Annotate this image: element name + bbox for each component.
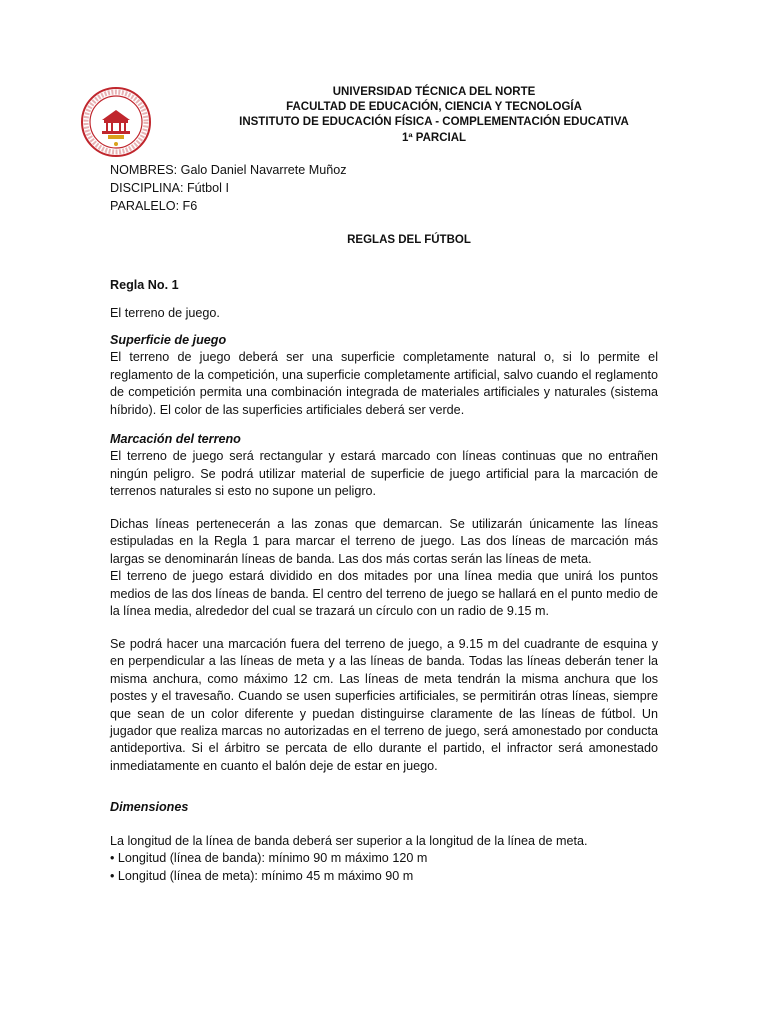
section-superficie [110,332,658,419]
rule-number: Regla No. 1 [110,278,179,292]
section-lineas [110,516,658,620]
lineas-paragraph-2: El terreno de juego estará dividido en dos mitades por una línea media que unirá los puntos medios de las dos líneas de banda. El centro del terreno de juego se hallará en el punto medio de la línea media, alrededor del cual se trazará un círculo con un radio de 9.15 m. [110,569,658,619]
section-fuera [110,636,658,775]
superficie-paragraph: El terreno de juego deberá ser una superficie completamente natural o, si lo permite el reglamento de la competición, una superficie completamente artificial, salvo cuando el reglamento de competición permita una combinación integrada de materiales artificiales y naturales (sistema híbrido). El color de las superficies artificiales deberá ser verde. [110,350,658,417]
header-parcial: 1ª PARCIAL [401,131,467,144]
superficie-heading: Superficie de juego [110,333,227,347]
dimensiones-bullet-1: • Longitud (línea de banda): mínimo 90 m máximo 120 m [110,851,428,866]
header-institute: INSTITUTO DE EDUCACIÓN FÍSICA - COMPLEMENTACIÓN EDUCATIVA [239,116,629,129]
section-dimensiones [110,799,658,816]
marcacion-heading: Marcación del terreno [110,432,241,446]
student-paralelo: PARALELO: F6 [110,198,198,213]
header-university: UNIVERSIDAD TÉCNICA DEL NORTE [332,86,536,98]
marcacion-paragraph: El terreno de juego será rectangular y estará marcado con líneas continuas que no entrañen ningún peligro. Se podrá utilizar material de superficie de juego artificial para la marcación de terrenos naturales si esto no supone un peligro. [110,449,658,499]
dimensiones-heading: Dimensiones [110,800,189,814]
student-info [110,162,347,215]
document-title: REGLAS DEL FÚTBOL [347,234,471,246]
document-header [0,85,768,146]
rule-name: El terreno de juego. [110,306,220,320]
student-disciplina: DISCIPLINA: Fútbol I [110,180,229,195]
section-marcacion [110,431,658,501]
dimensiones-body [110,833,658,885]
dimensiones-bullet-2: • Longitud (línea de meta): mínimo 45 m máximo 90 m [110,868,414,883]
student-nombres: NOMBRES: Galo Daniel Navarrete Muñoz [110,163,347,177]
fuera-paragraph: Se podrá hacer una marcación fuera del terreno de juego, a 9.15 m del cuadrante de esquina y en perpendicular a las líneas de meta y a las líneas de banda. Todas las líneas deberán tener la misma anchura, como máximo 12 cm. Las líneas de meta tendrán la misma anchura que los postes y el travesaño. Cuando se usen superficies artificiales, se permitirán otras líneas, siempre que sean de un color diferente y puedan distinguirse claramente de las líneas de fútbol. Un jugador que realiza marcas no autorizadas en el terreno de juego, será amonestado por conducta antideportiva. Si el árbitro se percata de ello durante el partido, el infractor será amonestado inmediatamente en cuanto el balón deje de estar en juego. [110,637,658,773]
header-faculty: FACULTAD DE EDUCACIÓN, CIENCIA Y TECNOLOGÍA [286,101,582,114]
lineas-paragraph-1: Dichas líneas pertenecerán a las zonas que demarcan. Se utilizarán únicamente las líneas estipuladas en la Regla 1 para marcar el terreno de juego. Las dos líneas de marcación más largas se denominarán líneas de banda. Las dos más cortas serán las líneas de meta. [110,517,658,566]
dimensiones-paragraph: La longitud de la línea de banda deberá ser superior a la longitud de la línea de meta. [110,834,588,848]
